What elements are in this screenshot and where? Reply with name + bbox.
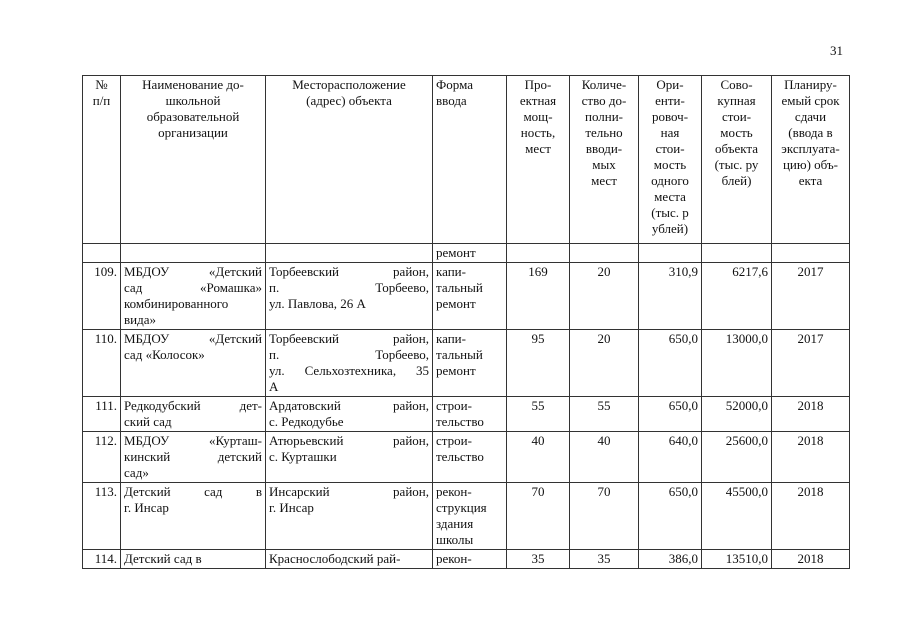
- row-form: [433, 397, 507, 432]
- text-line: Про-: [524, 77, 552, 92]
- text-line: ский сад: [124, 414, 172, 429]
- text-line: А: [269, 379, 279, 394]
- text-line: Наименование до-: [142, 77, 244, 92]
- text-line: Детский сад в: [124, 484, 262, 499]
- row-added: 70: [570, 483, 639, 550]
- text-line: цию) объ-: [782, 157, 839, 172]
- text-line: ублей): [651, 221, 689, 236]
- text-line: енти-: [655, 93, 685, 108]
- row-address: [266, 397, 433, 432]
- text-line: ул. Сельхозтехника, 35: [269, 363, 429, 378]
- row-deadline: 2018: [772, 550, 850, 569]
- text-line: Планиру-: [784, 77, 837, 92]
- text-line: (адрес) объекта: [306, 93, 392, 108]
- row-form: [433, 263, 507, 330]
- text-line: мых: [592, 157, 616, 172]
- text-line: одного: [651, 173, 689, 188]
- row-added: 20: [570, 330, 639, 397]
- text-line: Форма: [436, 77, 473, 92]
- row-deadline: 2017: [772, 330, 850, 397]
- text-line: тельство: [436, 449, 484, 464]
- text-line: Детский сад в: [124, 551, 202, 566]
- row-deadline: 2018: [772, 483, 850, 550]
- table-row: [83, 432, 850, 483]
- row-deadline: 2018: [772, 397, 850, 432]
- text-line: места: [654, 189, 686, 204]
- header-form: [433, 76, 507, 244]
- text-line: строи-: [436, 433, 472, 448]
- text-line: тельно: [585, 125, 623, 140]
- header-unit-cost: [639, 76, 702, 244]
- text-line: ровоч-: [651, 109, 689, 124]
- text-line: Инсарский район,: [269, 484, 429, 499]
- text-line: Редкодубский дет-: [124, 398, 262, 413]
- row-added: 55: [570, 397, 639, 432]
- row-name: [121, 483, 266, 550]
- row-unit-cost: 650,0: [639, 330, 702, 397]
- text-line: стои-: [721, 109, 752, 124]
- text-line: ремонт: [436, 296, 476, 311]
- text-line: образовательной: [146, 109, 240, 124]
- text-line: ная: [660, 125, 680, 140]
- row-unit-cost: 386,0: [639, 550, 702, 569]
- text-line: мощ-: [523, 109, 553, 124]
- text-line: сад «Ромашка»: [124, 280, 262, 295]
- row-unit-cost: 650,0: [639, 483, 702, 550]
- text-line: кинский детский: [124, 449, 262, 464]
- text-line: ремонт: [436, 363, 476, 378]
- text-line: емый срок: [781, 93, 840, 108]
- row-capacity: 55: [507, 397, 570, 432]
- text-line: Количе-: [581, 77, 627, 92]
- text-line: купная: [717, 93, 756, 108]
- row-name: [121, 550, 266, 569]
- text-line: (ввода в: [788, 125, 833, 140]
- text-line: рекон-: [436, 551, 472, 566]
- text-line: МБДОУ «Курташ-: [124, 433, 262, 448]
- text-line: организации: [158, 125, 228, 140]
- text-line: тальный: [436, 280, 483, 295]
- text-line: п/п: [92, 93, 111, 108]
- text-line: ввода: [436, 93, 467, 108]
- text-line: вида»: [124, 312, 156, 327]
- row-number: 111.: [83, 397, 121, 432]
- row-name: [121, 432, 266, 483]
- text-line: (тыс. р: [651, 205, 689, 220]
- text-line: Сово-: [720, 77, 753, 92]
- text-line: Месторасположение: [292, 77, 406, 92]
- header-capacity: [507, 76, 570, 244]
- row-deadline: 2018: [772, 432, 850, 483]
- row-name: [121, 397, 266, 432]
- row-form: [433, 432, 507, 483]
- row-capacity: 169: [507, 263, 570, 330]
- text-line: мест: [525, 141, 551, 156]
- row-number: 109.: [83, 263, 121, 330]
- row-unit-cost: 650,0: [639, 397, 702, 432]
- text-line: здания: [436, 516, 474, 531]
- text-line: екта: [798, 173, 823, 188]
- kindergarten-table: [82, 75, 850, 569]
- text-line: сдачи: [794, 109, 827, 124]
- row-form: [433, 550, 507, 569]
- row-name: [121, 263, 266, 330]
- row-unit-cost: 640,0: [639, 432, 702, 483]
- text-line: струкция: [436, 500, 487, 515]
- row-address: [266, 432, 433, 483]
- text-line: с. Курташки: [269, 449, 337, 464]
- row-form: [433, 483, 507, 550]
- row-capacity: 70: [507, 483, 570, 550]
- row-number: 110.: [83, 330, 121, 397]
- row-unit-cost: 310,9: [639, 263, 702, 330]
- text-line: ул. Павлова, 26 А: [269, 296, 366, 311]
- text-line: ектная: [519, 93, 557, 108]
- text-line: Атюрьевский район,: [269, 433, 429, 448]
- header-name: [121, 76, 266, 244]
- row-address: [266, 483, 433, 550]
- table-row: [83, 550, 850, 569]
- text-line: МБДОУ «Детский: [124, 331, 262, 346]
- row-form: [433, 330, 507, 397]
- row-name: [121, 330, 266, 397]
- text-line: Ори-: [656, 77, 684, 92]
- page-number: 31: [830, 43, 843, 58]
- text-line: строи-: [436, 398, 472, 413]
- row-added: 40: [570, 432, 639, 483]
- text-line: школы: [436, 532, 474, 547]
- text-line: г. Инсар: [269, 500, 314, 515]
- header-address: [266, 76, 433, 244]
- row-total-cost: 52000,0: [702, 397, 772, 432]
- table-row: [83, 397, 850, 432]
- text-line: г. Инсар: [124, 500, 169, 515]
- text-line: школьной: [165, 93, 221, 108]
- text-line: капи-: [436, 264, 466, 279]
- row-total-cost: 25600,0: [702, 432, 772, 483]
- text-line: с. Редкодубье: [269, 414, 344, 429]
- text-line: объекта: [714, 141, 759, 156]
- text-line: сад «Колосок»: [124, 347, 205, 362]
- text-line: №: [95, 77, 108, 92]
- row-address: [266, 263, 433, 330]
- row-capacity: 40: [507, 432, 570, 483]
- row-deadline: 2017: [772, 263, 850, 330]
- carryover-row: [83, 244, 850, 263]
- row-total-cost: 45500,0: [702, 483, 772, 550]
- text-line: мест: [591, 173, 617, 188]
- text-line: блей): [721, 173, 752, 188]
- row-capacity: 95: [507, 330, 570, 397]
- table-row: [83, 263, 850, 330]
- text-line: (тыс. ру: [714, 157, 759, 172]
- text-line: стои-: [655, 141, 685, 156]
- text-line: ность,: [520, 125, 556, 140]
- row-address: [266, 550, 433, 569]
- text-line: мость: [720, 125, 753, 140]
- text-line: тельство: [436, 414, 484, 429]
- text-line: п. Торбеево,: [269, 280, 429, 295]
- header-row: [83, 76, 850, 244]
- row-number: 113.: [83, 483, 121, 550]
- header-total-cost: [702, 76, 772, 244]
- text-line: вводи-: [585, 141, 623, 156]
- text-line: Ардатовский район,: [269, 398, 429, 413]
- text-line: МБДОУ «Детский: [124, 264, 262, 279]
- text-line: Торбеевский район,: [269, 331, 429, 346]
- header-deadline: [772, 76, 850, 244]
- text-line: п. Торбеево,: [269, 347, 429, 362]
- row-total-cost: 6217,6: [702, 263, 772, 330]
- carryover-form: ремонт: [433, 244, 507, 263]
- table-row: [83, 483, 850, 550]
- row-added: 20: [570, 263, 639, 330]
- text-line: сад»: [124, 465, 149, 480]
- row-number: 112.: [83, 432, 121, 483]
- text-line: тальный: [436, 347, 483, 362]
- row-address: [266, 330, 433, 397]
- text-line: полни-: [584, 109, 624, 124]
- text-line: рекон-: [436, 484, 472, 499]
- text-line: ство до-: [581, 93, 627, 108]
- row-added: 35: [570, 550, 639, 569]
- text-line: эксплуата-: [781, 141, 840, 156]
- text-line: Торбеевский район,: [269, 264, 429, 279]
- header-num: [83, 76, 121, 244]
- row-capacity: 35: [507, 550, 570, 569]
- row-total-cost: 13000,0: [702, 330, 772, 397]
- table-row: [83, 330, 850, 397]
- row-total-cost: 13510,0: [702, 550, 772, 569]
- row-number: 114.: [83, 550, 121, 569]
- header-added: [570, 76, 639, 244]
- text-line: капи-: [436, 331, 466, 346]
- text-line: комбинированного: [124, 296, 229, 311]
- text-line: Краснослободский рай-: [269, 551, 401, 566]
- text-line: мость: [653, 157, 687, 172]
